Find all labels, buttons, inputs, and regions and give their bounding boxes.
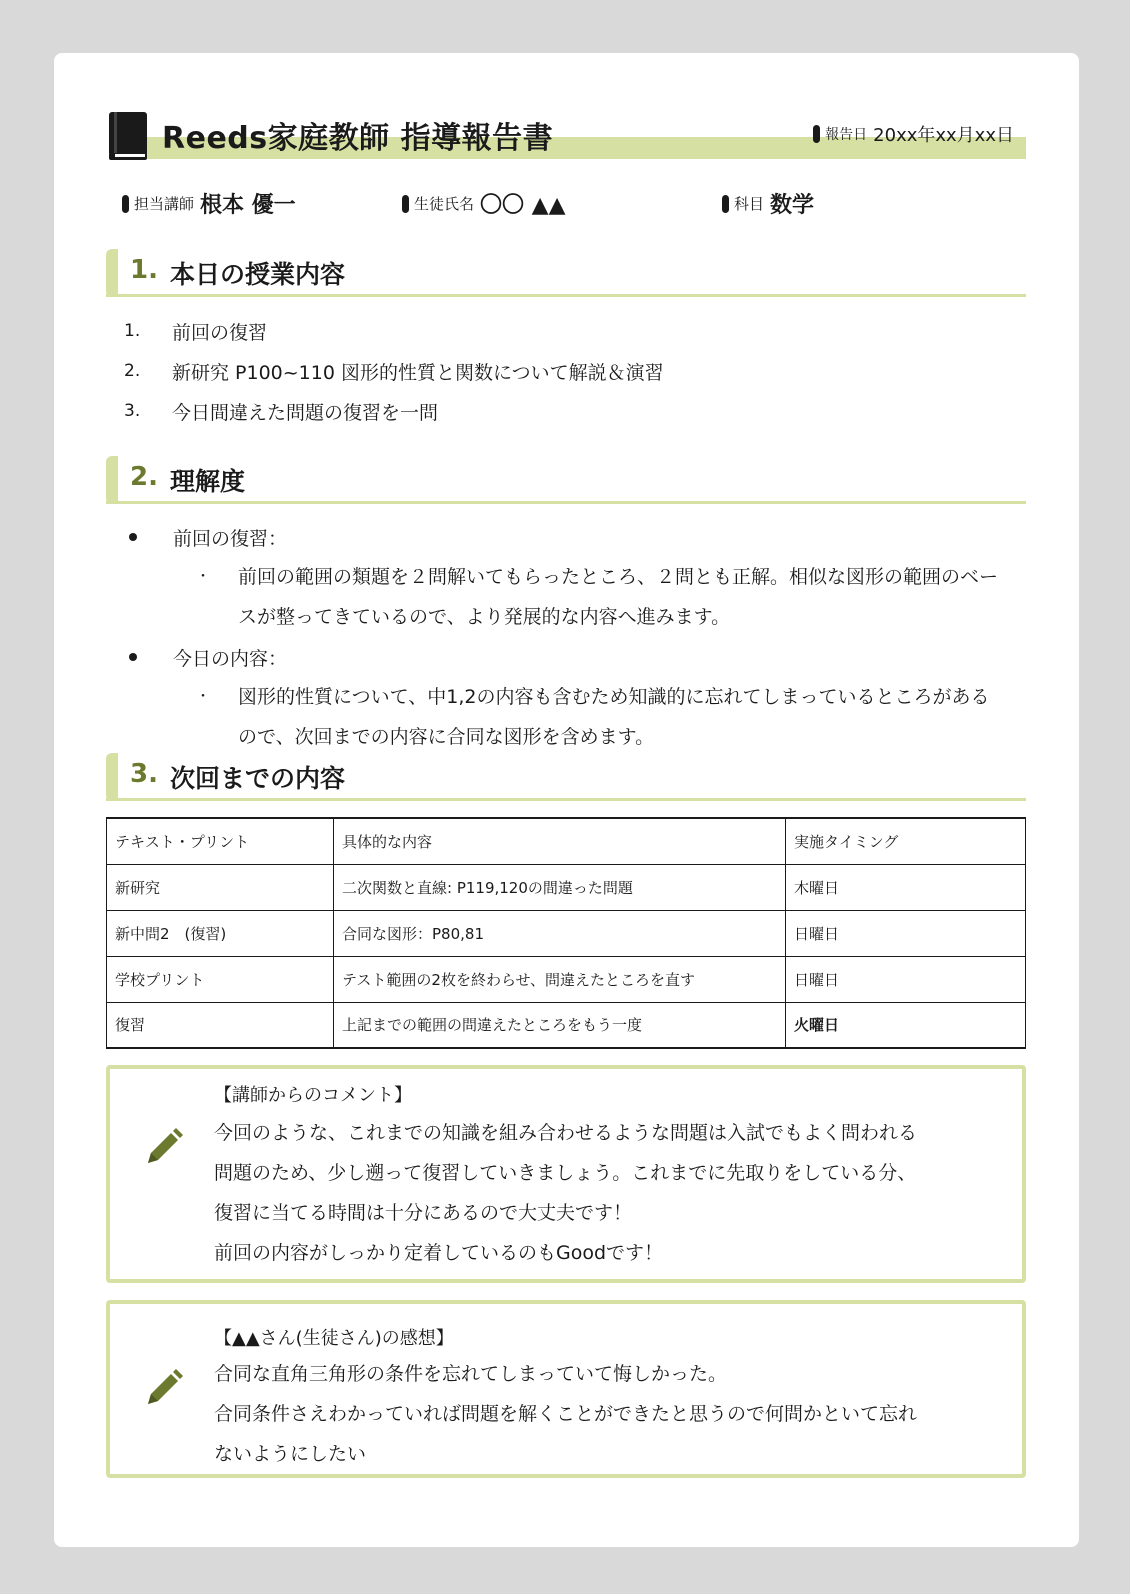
- table-row: [107, 1002, 1026, 1048]
- item-text: 前回の復習: [172, 321, 268, 344]
- table-header-row: [107, 818, 1026, 864]
- table-cell: 火曜日: [786, 1002, 1026, 1048]
- table-cell: 日曜日: [786, 956, 1026, 1002]
- table-cell: 新中問2 (復習): [107, 910, 334, 956]
- section-lesson-content: [106, 249, 1026, 297]
- teacher-info: [122, 188, 296, 219]
- label-marker: [122, 195, 129, 213]
- report-date: [813, 121, 1014, 147]
- table-cell: 新研究: [107, 864, 334, 910]
- table-row: [107, 956, 1026, 1002]
- section-understanding: [106, 456, 1026, 504]
- understanding-list: [126, 517, 1026, 757]
- pencil-icon: [142, 1125, 186, 1169]
- subject-name: 数学: [770, 193, 815, 218]
- subject-label: 科目: [734, 195, 765, 213]
- teacher-comment-title: 【講師からのコメント】: [214, 1085, 412, 1106]
- bullet-item: [126, 517, 1026, 557]
- sub-bullet-item: [196, 677, 1026, 757]
- item-number: 1.: [124, 321, 141, 341]
- table-header-cell: 実施タイミング: [786, 818, 1026, 864]
- info-row: [122, 188, 1022, 218]
- item-text: 今日間違えた問題の復習を一問: [172, 401, 439, 424]
- list-item: [124, 351, 1004, 391]
- comment-line: 合同条件さえわかっていれば問題を解くことができたと思うので何問かといて忘れ: [214, 1403, 918, 1425]
- section-title: 理解度: [170, 467, 246, 496]
- bullet-label: 前回の復習：: [173, 527, 288, 550]
- section-number: 2.: [130, 462, 158, 492]
- report-header: [106, 107, 1026, 163]
- table-cell: 学校プリント: [107, 956, 334, 1002]
- section-bar: [106, 249, 118, 297]
- comment-line: 合同な直角三角形の条件を忘れてしまっていて悔しかった。: [214, 1363, 728, 1385]
- table-cell: 復習: [107, 1002, 334, 1048]
- item-number: 2.: [124, 361, 141, 381]
- comment-line: 問題のため、少し遡って復習していきましょう。これまでに先取りをしている分、: [214, 1162, 917, 1184]
- student-name: 〇〇 ▲▲: [480, 193, 566, 218]
- bullet-dot: [129, 653, 137, 661]
- label-marker: [402, 195, 409, 213]
- label-marker: [722, 195, 729, 213]
- comment-line: 前回の内容がしっかり定着しているのもGoodです！: [214, 1242, 664, 1264]
- student-comment-text: [214, 1354, 1004, 1474]
- section-bar: [106, 753, 118, 801]
- table-header-cell: 具体的な内容: [334, 818, 786, 864]
- section-next-tasks: [106, 753, 1026, 801]
- section-underline: [106, 798, 1026, 801]
- section-underline: [106, 294, 1026, 297]
- teacher-comment-box: [106, 1065, 1026, 1283]
- table-row: [107, 864, 1026, 910]
- label-marker: [813, 125, 820, 143]
- sub-bullet-marker: ・: [196, 569, 210, 585]
- homework-table: [106, 817, 1026, 1049]
- subject-info: [722, 188, 814, 219]
- student-comment-title: 【▲▲さん(生徒さん)の感想】: [214, 1328, 454, 1349]
- section-number: 1.: [130, 255, 158, 285]
- sub-bullet-text: 前回の範囲の類題を２問解いてもらったところ、２問とも正解。相似な図形の範囲のベースが整ってきているので、より発展的な内容へ進みます。: [238, 566, 999, 628]
- table-cell: 日曜日: [786, 910, 1026, 956]
- student-label: 生徒氏名: [414, 195, 475, 213]
- sub-bullet-item: [196, 557, 1026, 637]
- list-item: [124, 391, 1004, 431]
- lesson-list: [124, 311, 1004, 431]
- bullet-label: 今日の内容：: [173, 647, 288, 670]
- report-date-value: 20xx年xx月xx日: [873, 125, 1014, 146]
- list-item: [124, 311, 1004, 351]
- teacher-label: 担当講師: [134, 195, 195, 213]
- section-number: 3.: [130, 759, 158, 789]
- pencil-icon: [142, 1366, 186, 1410]
- table-cell: テスト範囲の2枚を終わらせ、問違えたところを直す: [334, 956, 786, 1002]
- item-number: 3.: [124, 401, 141, 421]
- section-bar: [106, 456, 118, 504]
- sub-bullet-marker: ・: [196, 689, 210, 705]
- section-title: 次回までの内容: [170, 764, 346, 793]
- report-title: Reeds家庭教師 指導報告書: [162, 121, 554, 156]
- table-cell: 二次関数と直線: P119,120の間違った問題: [334, 864, 786, 910]
- comment-line: 復習に当てる時間は十分にあるので大丈夫です！: [214, 1202, 633, 1224]
- bullet-item: [126, 637, 1026, 677]
- teacher-name: 根本 優一: [200, 193, 296, 218]
- table-cell: 上記までの範囲の問違えたところをもう一度: [334, 1002, 786, 1048]
- teacher-comment-text: [214, 1113, 1004, 1273]
- table-cell: 合同な図形：P80,81: [334, 910, 786, 956]
- table-header-cell: テキスト・プリント: [107, 818, 334, 864]
- section-underline: [106, 501, 1026, 504]
- comment-line: 今回のような、これまでの知識を組み合わせるような問題は入試でもよく問われる: [214, 1122, 918, 1144]
- section-title: 本日の授業内容: [170, 260, 346, 289]
- student-comment-box: [106, 1300, 1026, 1478]
- student-info: [402, 188, 566, 219]
- table-row: [107, 910, 1026, 956]
- comment-line: ないようにしたい: [214, 1443, 367, 1465]
- report-date-label: 報告日: [825, 127, 868, 143]
- sub-bullet-text: 図形的性質について、中1,2の内容も含むため知識的に忘れてしまっているところがあるので、次回までの内容に合同な図形を含めます。: [238, 686, 990, 748]
- report-page: [54, 53, 1079, 1547]
- book-icon: [106, 111, 150, 161]
- table-cell: 木曜日: [786, 864, 1026, 910]
- item-text: 新研究 P100~110 図形的性質と関数について解説＆演習: [172, 361, 664, 384]
- bullet-dot: [129, 533, 137, 541]
